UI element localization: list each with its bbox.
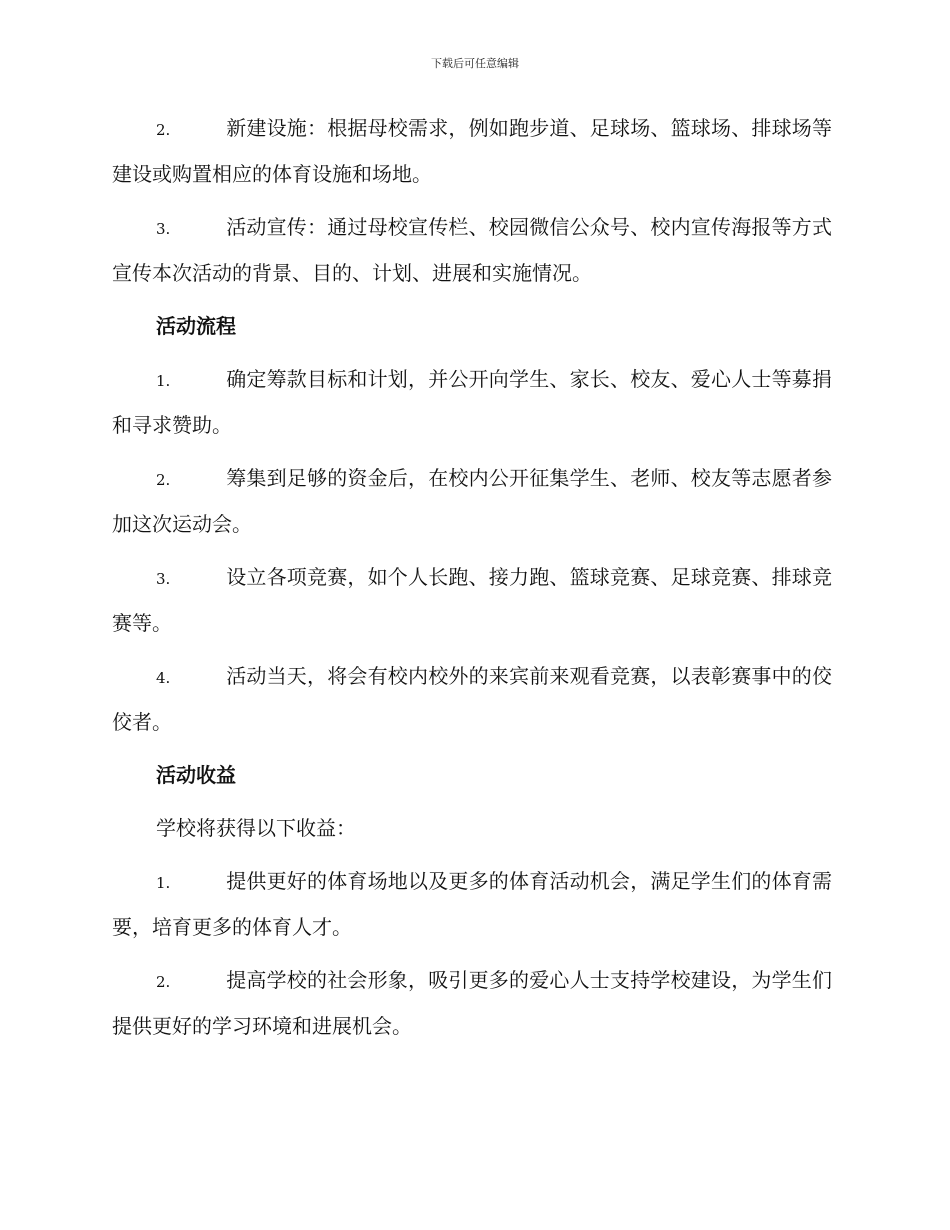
list-item <box>112 555 832 645</box>
section-heading-flow: 活动流程 <box>156 314 236 338</box>
list-item <box>112 106 832 196</box>
list-number: 2. <box>156 471 171 489</box>
list-number: 4. <box>156 669 171 687</box>
list-number: 3. <box>156 570 171 588</box>
list-number: 2. <box>156 121 171 139</box>
list-item <box>112 357 832 447</box>
header-note: 下载后可任意编辑 <box>431 57 519 70</box>
list-text: 提高学校的社会形象，吸引更多的爱心人士支持学校建设，为学生们提供更好的学习环境和进展机会。 <box>112 968 832 1038</box>
list-text: 活动当天，将会有校内校外的来宾前来观看竞赛，以表彰赛事中的佼佼者。 <box>112 664 832 734</box>
list-item <box>112 205 832 295</box>
list-text: 活动宣传：通过母校宣传栏、校园微信公众号、校内宣传海报等方式宣传本次活动的背景、目的、计划、进展和实施情况。 <box>112 215 832 285</box>
list-item <box>112 859 832 949</box>
list-text: 提供更好的体育场地以及更多的体育活动机会，满足学生们的体育需要，培育更多的体育人才。 <box>112 869 832 939</box>
section-heading-benefit: 活动收益 <box>156 763 236 787</box>
list-item <box>112 654 832 744</box>
list-text: 设立各项竞赛，如个人长跑、接力跑、篮球竞赛、足球竞赛、排球竞赛等。 <box>112 565 832 635</box>
document-body <box>112 106 832 1057</box>
list-number: 2. <box>156 973 171 991</box>
list-text: 确定筹款目标和计划，并公开向学生、家长、校友、爱心人士等募捐和寻求赞助。 <box>112 367 832 437</box>
list-text: 新建设施：根据母校需求，例如跑步道、足球场、篮球场、排球场等建设或购置相应的体育设施和场地。 <box>112 116 832 186</box>
list-number: 1. <box>156 874 171 892</box>
list-item <box>112 958 832 1048</box>
benefit-intro: 学校将获得以下收益： <box>156 816 356 840</box>
list-text: 筹集到足够的资金后，在校内公开征集学生、老师、校友等志愿者参加这次运动会。 <box>112 466 832 536</box>
list-number: 3. <box>156 220 171 238</box>
list-number: 1. <box>156 372 171 390</box>
list-item <box>112 456 832 546</box>
